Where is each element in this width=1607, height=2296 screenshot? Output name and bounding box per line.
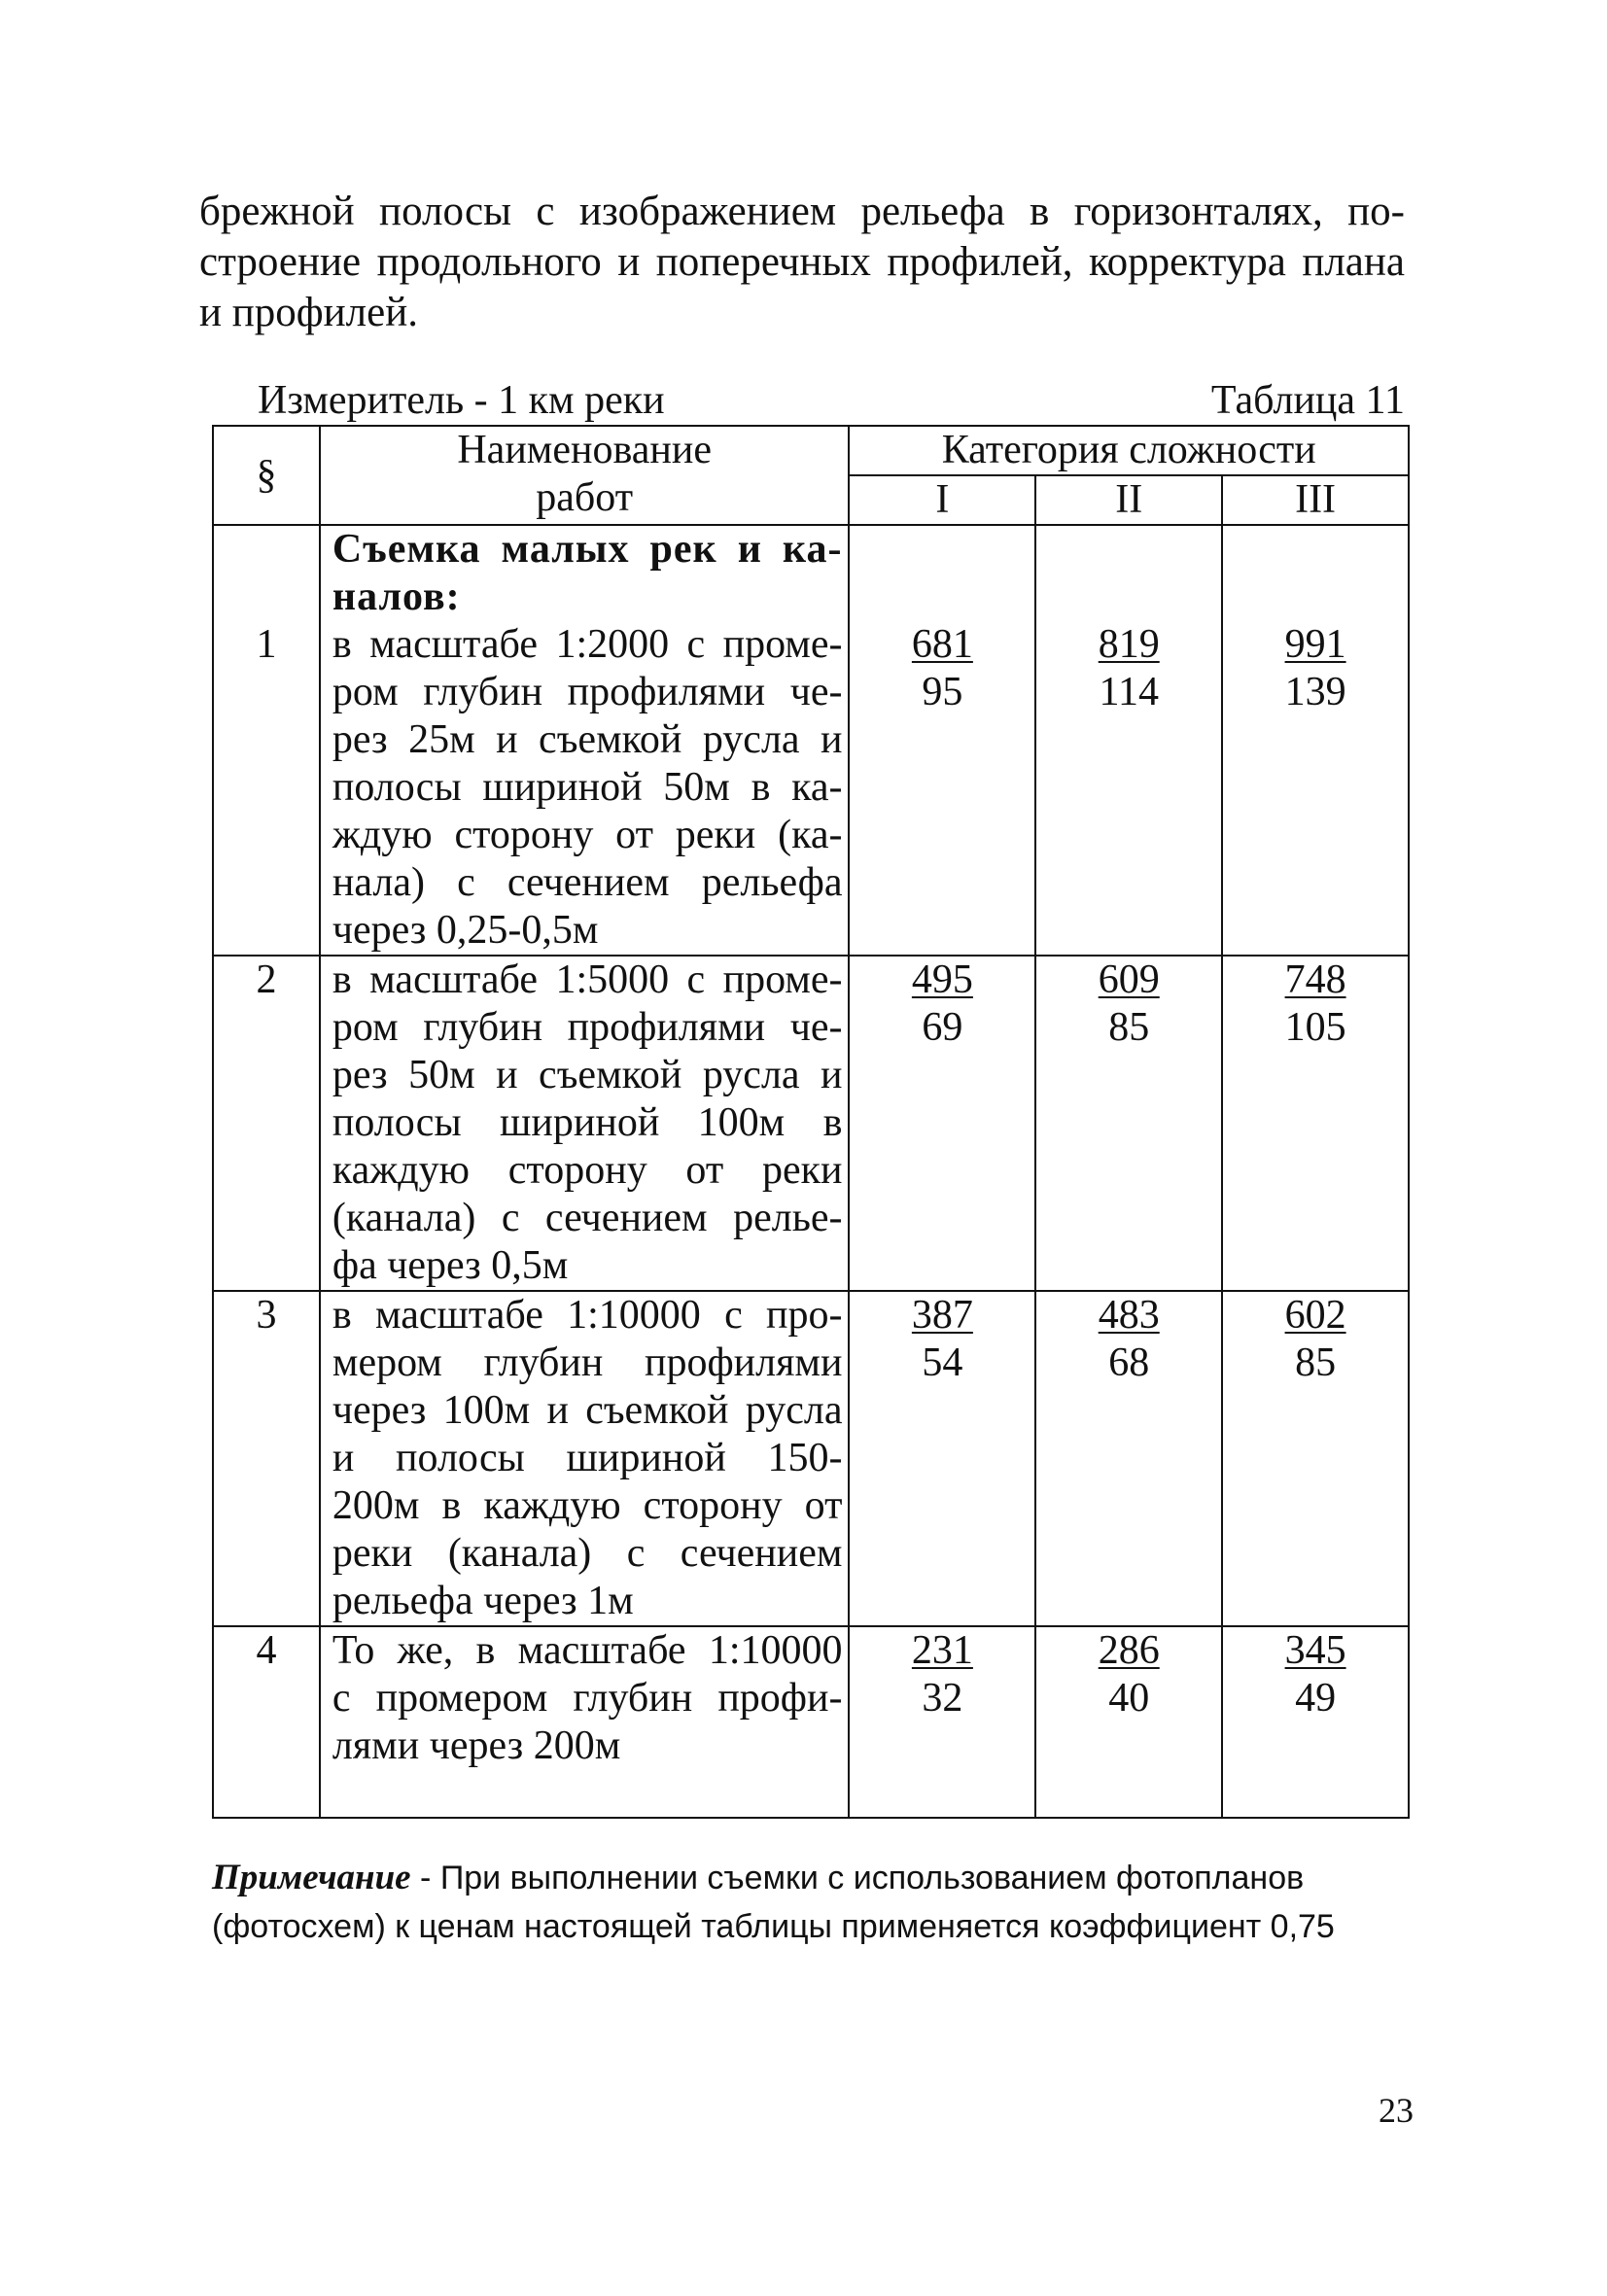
work-desc-line: ром глубин профилями че- [332,670,843,714]
table-label: Таблица 11 [1210,378,1405,423]
work-desc-line: через 100м и съемкой русла [332,1388,843,1433]
price-subvalue: 85 [1108,1005,1150,1050]
price-subvalue: 54 [922,1340,963,1385]
price-value: 286 [1098,1628,1160,1673]
table-header-row [213,426,1409,475]
page-number: 23 [1379,2091,1414,2130]
price-value: 483 [1098,1293,1160,1338]
work-desc-line: мером глубин профилями [332,1340,843,1385]
work-desc-line: в масштабе 1:10000 с про- [332,1293,843,1338]
work-desc-line: ром глубин профилями че- [332,1005,843,1050]
unit-label: Измеритель - 1 км реки [258,378,665,423]
price-cell [1222,1626,1409,1818]
price-subvalue: 40 [1108,1676,1150,1721]
section-header: § [213,426,320,525]
note-label: Примечание [212,1858,411,1897]
table-row [213,525,1409,956]
price-value: 495 [911,957,973,1002]
work-desc-line: и полосы шириной 150- [332,1436,843,1480]
price-value: 387 [911,1293,973,1338]
price-cell [1222,956,1409,1291]
category-3-header: III [1222,475,1409,525]
work-desc-line: нала) с сечением рельефа [332,860,843,905]
note-text: - При выполнении съемки с использованием фотопланов (фотосхем) к ценам настоящей таблицы применяется коэффициент 0,75 [212,1860,1335,1945]
table-row [213,1626,1409,1818]
work-desc-line: каждую сторону от реки [332,1148,843,1193]
row-number: 4 [213,1626,320,1818]
price-value: 681 [911,622,973,667]
price-subvalue: 49 [1295,1676,1337,1721]
category-1-header: I [849,475,1035,525]
work-desc-line: рез 50м и съемкой русла и [332,1053,843,1097]
work-desc-line: ждую сторону от реки (ка- [332,813,843,857]
work-name-header-line: работ [536,475,634,520]
price-subvalue: 139 [1284,670,1346,714]
price-subvalue: 32 [922,1676,963,1721]
row-number-text: 1 [256,622,277,667]
price-subvalue: 85 [1295,1340,1337,1385]
price-subvalue: 114 [1099,670,1159,714]
intro-line: брежной полосы с изображением рельефа в горизонталях, по- [199,189,1405,234]
price-cell [1222,1291,1409,1626]
price-cell [849,525,1035,956]
work-description [320,1291,850,1626]
work-desc-line: фа через 0,5м [332,1243,569,1288]
work-desc-line: 200м в каждую сторону от [332,1483,843,1528]
work-desc-line: лями через 200м [332,1723,621,1768]
work-desc-line: рельефа через 1м [332,1579,634,1623]
category-2-header: II [1035,475,1222,525]
price-cell [849,1626,1035,1818]
price-subvalue: 95 [922,670,963,714]
prices-table [212,425,1410,1819]
price-subvalue: 105 [1284,1005,1346,1050]
price-subvalue: 68 [1108,1340,1150,1385]
price-cell [1222,525,1409,956]
intro-line: и профилей. [199,290,418,335]
price-cell [1035,956,1222,1291]
work-desc-line: (канала) с сечением релье- [332,1196,843,1240]
row-number: 3 [213,1291,320,1626]
table-row [213,1291,1409,1626]
work-name-header [320,426,850,525]
price-value: 602 [1284,1293,1346,1338]
work-description [320,525,850,956]
work-desc-line: рез 25м и съемкой русла и [332,717,843,762]
price-value: 345 [1284,1628,1346,1673]
work-name-header-line: Наименование [457,428,713,472]
price-cell [849,1291,1035,1626]
work-title-line: Съемка малых рек и ка- [332,527,843,572]
price-cell [1035,525,1222,956]
price-cell [849,956,1035,1291]
intro-paragraph [199,187,1405,338]
note-paragraph [212,1854,1410,1951]
work-desc-line: с промером глубин профи- [332,1676,843,1721]
work-desc-line: в масштабе 1:2000 с проме- [332,622,843,667]
price-cell [1035,1291,1222,1626]
work-description [320,1626,850,1818]
row-number [213,525,320,956]
price-cell [1035,1626,1222,1818]
work-desc-line: полосы шириной 50м в ка- [332,765,843,810]
price-value: 609 [1098,957,1160,1002]
work-desc-line: реки (канала) с сечением [332,1531,843,1576]
price-subvalue: 69 [922,1005,963,1050]
row-number: 2 [213,956,320,1291]
price-value: 748 [1284,957,1346,1002]
price-value: 231 [911,1628,973,1673]
work-description [320,956,850,1291]
price-value: 819 [1098,622,1160,667]
intro-line: строение продольного и поперечных профилей, корректура плана [199,239,1405,285]
price-value: 991 [1284,622,1346,667]
category-header: Категория сложности [849,426,1409,475]
work-desc-line: полосы шириной 100м в [332,1100,843,1145]
work-title-line: налов: [332,574,461,619]
work-desc-line: в масштабе 1:5000 с проме- [332,957,843,1002]
table-row [213,956,1409,1291]
work-desc-line: через 0,25-0,5м [332,908,599,953]
work-desc-line: То же, в масштабе 1:10000 [332,1628,843,1673]
